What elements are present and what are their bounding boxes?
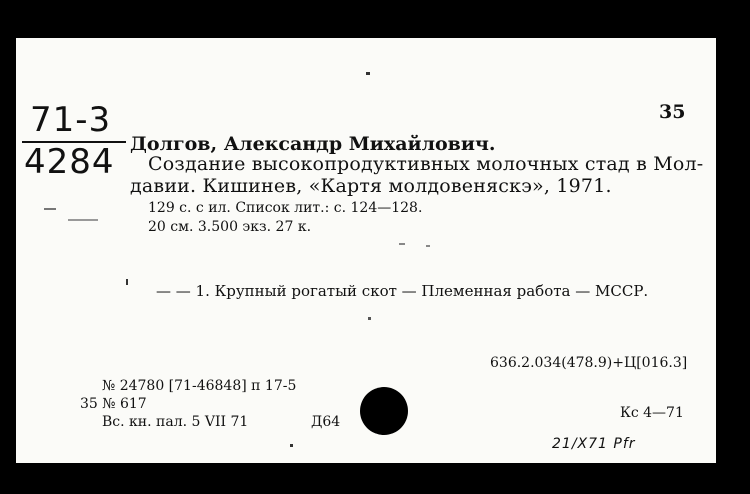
punch-hole — [360, 387, 408, 435]
scan-speck — [44, 208, 56, 210]
scan-speck — [126, 279, 128, 285]
collation-line-2: 20 см. 3.500 экз. 27 к. — [148, 219, 312, 235]
card-number: 35 — [659, 101, 686, 123]
collation-line-1: 129 с. с ил. Список лит.: с. 124—128. — [148, 200, 423, 216]
call-number-bottom: 4284 — [24, 142, 115, 182]
scan-speck — [290, 444, 293, 447]
classification-index: 636.2.034(478.9)+Ц[016.3] — [490, 355, 688, 371]
scan-speck — [426, 245, 430, 247]
registration-line-1: № 24780 [71-46848] п 17-5 — [102, 378, 297, 394]
call-number-top: 71-3 — [30, 100, 112, 140]
code-right: Кс 4—71 — [620, 405, 684, 421]
title-line-2: давии. Кишинев, «Картя молдовеняскэ», 1971. — [130, 175, 612, 197]
registration-line-2: 35 № 617 — [80, 396, 147, 412]
scan-speck — [368, 317, 371, 320]
registration-line-3: Вс. кн. пал. 5 VII 71 — [102, 414, 249, 430]
subject-headings: — — 1. Крупный рогатый скот — Племенная работа — МССР. — [156, 282, 649, 300]
handwritten-date: 21/X71 Pfr — [552, 436, 636, 452]
code-d: Д64 — [311, 414, 341, 430]
scan-speck — [366, 72, 370, 75]
scan-speck — [68, 219, 98, 221]
title-line-1: Создание высокопродуктивных молочных стад в Мол- — [148, 153, 704, 175]
author-heading: Долгов, Александр Михайлович. — [130, 133, 496, 155]
scan-speck — [399, 243, 405, 245]
catalog-card — [16, 38, 716, 463]
